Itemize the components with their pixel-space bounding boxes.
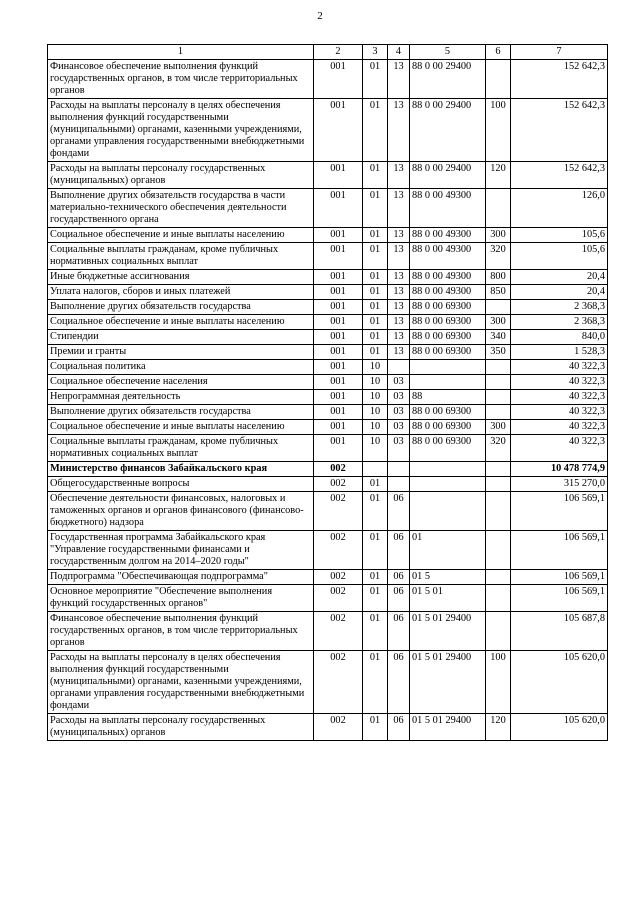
row-expense-type — [486, 360, 511, 375]
row-amount: 40 322,3 — [511, 390, 608, 405]
row-section: 01 — [363, 492, 388, 531]
row-name: Социальное обеспечение и иные выплаты населению — [48, 228, 314, 243]
row-name: Расходы на выплаты персоналу государственных (муниципальных) органов — [48, 162, 314, 189]
row-name: Обеспечение деятельности финансовых, налоговых и таможенных органов и органов финансового (финансово-бюджетного) надзора — [48, 492, 314, 531]
row-subsection: 06 — [388, 492, 410, 531]
row-section: 10 — [363, 405, 388, 420]
row-expense-type — [486, 300, 511, 315]
row-amount: 105 620,0 — [511, 651, 608, 714]
row-amount: 152 642,3 — [511, 99, 608, 162]
row-expense-type — [486, 462, 511, 477]
row-amount: 106 569,1 — [511, 570, 608, 585]
table-row — [48, 405, 608, 420]
row-amount: 40 322,3 — [511, 420, 608, 435]
row-expense-type — [486, 375, 511, 390]
row-amount: 106 569,1 — [511, 531, 608, 570]
row-name: Социальная политика — [48, 360, 314, 375]
table-row — [48, 228, 608, 243]
row-ved-code: 001 — [314, 300, 363, 315]
row-expense-type: 300 — [486, 228, 511, 243]
row-section: 01 — [363, 315, 388, 330]
row-subsection: 13 — [388, 162, 410, 189]
row-subsection: 03 — [388, 435, 410, 462]
row-expense-type: 320 — [486, 435, 511, 462]
row-ved-code: 001 — [314, 60, 363, 99]
row-target-article: 01 5 01 29400 — [410, 651, 486, 714]
row-amount: 105,6 — [511, 243, 608, 270]
row-expense-type: 100 — [486, 99, 511, 162]
row-target-article — [410, 492, 486, 531]
row-target-article: 88 0 00 49300 — [410, 228, 486, 243]
row-name: Выполнение других обязательств государства в части материально-технического обеспечения деятельности государственного органа — [48, 189, 314, 228]
row-amount: 152 642,3 — [511, 60, 608, 99]
row-amount: 126,0 — [511, 189, 608, 228]
table-row — [48, 714, 608, 741]
row-target-article: 88 0 00 69300 — [410, 435, 486, 462]
row-ved-code: 002 — [314, 714, 363, 741]
row-subsection: 13 — [388, 345, 410, 360]
row-section: 01 — [363, 189, 388, 228]
row-target-article: 88 0 00 69300 — [410, 330, 486, 345]
row-target-article: 88 0 00 49300 — [410, 270, 486, 285]
row-expense-type: 800 — [486, 270, 511, 285]
table-header — [48, 45, 608, 60]
row-target-article: 88 0 00 49300 — [410, 285, 486, 300]
row-section: 01 — [363, 285, 388, 300]
row-name: Финансовое обеспечение выполнения функций государственных органов, в том числе территориальных органов — [48, 60, 314, 99]
table-row — [48, 270, 608, 285]
row-expense-type: 340 — [486, 330, 511, 345]
row-ved-code: 001 — [314, 405, 363, 420]
row-ved-code: 001 — [314, 390, 363, 405]
row-ved-code: 002 — [314, 651, 363, 714]
table-row — [48, 300, 608, 315]
row-expense-type — [486, 189, 511, 228]
row-ved-code: 001 — [314, 189, 363, 228]
row-subsection: 13 — [388, 99, 410, 162]
row-name: Премии и гранты — [48, 345, 314, 360]
table-body — [48, 60, 608, 741]
row-section: 10 — [363, 360, 388, 375]
row-ved-code: 001 — [314, 330, 363, 345]
row-amount: 40 322,3 — [511, 360, 608, 375]
row-name: Социальное обеспечение населения — [48, 375, 314, 390]
row-expense-type: 850 — [486, 285, 511, 300]
row-expense-type: 300 — [486, 420, 511, 435]
row-subsection: 13 — [388, 228, 410, 243]
row-subsection: 06 — [388, 585, 410, 612]
row-subsection: 06 — [388, 651, 410, 714]
row-ved-code: 001 — [314, 345, 363, 360]
page-number: 2 — [317, 10, 323, 22]
row-amount: 1 528,3 — [511, 345, 608, 360]
row-target-article: 88 0 00 29400 — [410, 99, 486, 162]
table-row — [48, 531, 608, 570]
row-name: Уплата налогов, сборов и иных платежей — [48, 285, 314, 300]
row-target-article — [410, 477, 486, 492]
row-section: 01 — [363, 585, 388, 612]
row-section: 10 — [363, 390, 388, 405]
row-section: 01 — [363, 714, 388, 741]
header-cell: 3 — [363, 45, 388, 60]
row-target-article: 88 0 00 49300 — [410, 189, 486, 228]
row-ved-code: 001 — [314, 420, 363, 435]
row-subsection: 06 — [388, 714, 410, 741]
row-ved-code: 002 — [314, 570, 363, 585]
row-subsection: 13 — [388, 300, 410, 315]
row-expense-type — [486, 60, 511, 99]
table-row — [48, 492, 608, 531]
row-subsection: 13 — [388, 270, 410, 285]
row-expense-type: 120 — [486, 162, 511, 189]
header-cell: 4 — [388, 45, 410, 60]
row-ved-code: 001 — [314, 360, 363, 375]
row-name: Расходы на выплаты персоналу в целях обеспечения выполнения функций государственными (муниципальными) органами, казенными учреждениями, органами управления государственными внебюджетными фондами — [48, 651, 314, 714]
row-expense-type — [486, 390, 511, 405]
row-expense-type: 320 — [486, 243, 511, 270]
row-target-article: 88 0 00 29400 — [410, 60, 486, 99]
table-row — [48, 345, 608, 360]
header-cell: 5 — [410, 45, 486, 60]
table-row — [48, 435, 608, 462]
row-name: Социальное обеспечение и иные выплаты населению — [48, 420, 314, 435]
row-amount: 2 368,3 — [511, 315, 608, 330]
row-expense-type — [486, 405, 511, 420]
row-target-article: 88 0 00 49300 — [410, 243, 486, 270]
table-row — [48, 60, 608, 99]
table-row — [48, 330, 608, 345]
row-section: 01 — [363, 99, 388, 162]
row-ved-code: 001 — [314, 243, 363, 270]
row-ved-code: 001 — [314, 99, 363, 162]
row-ved-code: 002 — [314, 531, 363, 570]
row-subsection: 13 — [388, 315, 410, 330]
row-ved-code: 002 — [314, 612, 363, 651]
row-ved-code: 002 — [314, 492, 363, 531]
row-amount: 315 270,0 — [511, 477, 608, 492]
row-subsection: 03 — [388, 375, 410, 390]
row-target-article: 01 5 01 29400 — [410, 714, 486, 741]
row-expense-type — [486, 492, 511, 531]
table-row — [48, 570, 608, 585]
row-name: Расходы на выплаты персоналу в целях обеспечения выполнения функций государственными (муниципальными) органами, казенными учреждениями, органами управления государственными внебюджетными фондами — [48, 99, 314, 162]
row-subsection: 06 — [388, 531, 410, 570]
header-cell: 6 — [486, 45, 511, 60]
table-row — [48, 420, 608, 435]
row-expense-type: 350 — [486, 345, 511, 360]
row-subsection: 03 — [388, 405, 410, 420]
row-subsection — [388, 360, 410, 375]
row-target-article: 88 0 00 69300 — [410, 345, 486, 360]
row-expense-type: 300 — [486, 315, 511, 330]
row-section: 01 — [363, 162, 388, 189]
row-ved-code: 001 — [314, 162, 363, 189]
row-target-article: 88 — [410, 390, 486, 405]
row-name: Социальное обеспечение и иные выплаты населению — [48, 315, 314, 330]
row-ved-code: 001 — [314, 270, 363, 285]
row-section: 01 — [363, 330, 388, 345]
table-row — [48, 189, 608, 228]
row-amount: 40 322,3 — [511, 405, 608, 420]
row-target-article — [410, 360, 486, 375]
table-row — [48, 462, 608, 477]
header-cell: 1 — [48, 45, 314, 60]
table-row — [48, 612, 608, 651]
row-amount: 40 322,3 — [511, 375, 608, 390]
table-row — [48, 162, 608, 189]
table-row — [48, 375, 608, 390]
row-expense-type — [486, 477, 511, 492]
row-section: 10 — [363, 435, 388, 462]
row-name: Стипендии — [48, 330, 314, 345]
row-ved-code: 001 — [314, 435, 363, 462]
row-subsection: 06 — [388, 612, 410, 651]
row-amount: 20,4 — [511, 270, 608, 285]
row-section: 01 — [363, 570, 388, 585]
row-name: Государственная программа Забайкальского края "Управление государственными финансами и государственным долгом на 2014–2020 годы" — [48, 531, 314, 570]
row-name: Финансовое обеспечение выполнения функций государственных органов, в том числе территориальных органов — [48, 612, 314, 651]
row-amount: 20,4 — [511, 285, 608, 300]
row-amount: 106 569,1 — [511, 492, 608, 531]
row-expense-type — [486, 570, 511, 585]
row-section: 01 — [363, 651, 388, 714]
row-ved-code: 001 — [314, 228, 363, 243]
row-section: 10 — [363, 420, 388, 435]
row-subsection — [388, 477, 410, 492]
table-row — [48, 99, 608, 162]
row-ved-code: 002 — [314, 462, 363, 477]
row-section: 01 — [363, 228, 388, 243]
header-cell: 2 — [314, 45, 363, 60]
row-name: Подпрограмма "Обеспечивающая подпрограмма" — [48, 570, 314, 585]
row-amount: 152 642,3 — [511, 162, 608, 189]
row-section: 01 — [363, 612, 388, 651]
row-expense-type — [486, 531, 511, 570]
row-expense-type — [486, 585, 511, 612]
row-expense-type: 100 — [486, 651, 511, 714]
row-target-article: 88 0 00 29400 — [410, 162, 486, 189]
row-ved-code: 001 — [314, 285, 363, 300]
row-amount: 10 478 774,9 — [511, 462, 608, 477]
row-section: 01 — [363, 477, 388, 492]
row-target-article: 88 0 00 69300 — [410, 405, 486, 420]
row-name: Расходы на выплаты персоналу государственных (муниципальных) органов — [48, 714, 314, 741]
table-row — [48, 285, 608, 300]
budget-table — [47, 44, 608, 741]
row-name: Социальные выплаты гражданам, кроме публичных нормативных социальных выплат — [48, 243, 314, 270]
row-ved-code: 001 — [314, 375, 363, 390]
table-row — [48, 360, 608, 375]
header-cell: 7 — [511, 45, 608, 60]
row-name: Министерство финансов Забайкальского края — [48, 462, 314, 477]
row-expense-type: 120 — [486, 714, 511, 741]
table-row — [48, 315, 608, 330]
row-subsection: 13 — [388, 189, 410, 228]
row-section: 10 — [363, 375, 388, 390]
table-row — [48, 585, 608, 612]
row-section: 01 — [363, 531, 388, 570]
row-section: 01 — [363, 270, 388, 285]
row-section: 01 — [363, 345, 388, 360]
row-section: 01 — [363, 60, 388, 99]
row-subsection: 13 — [388, 60, 410, 99]
table-row — [48, 477, 608, 492]
row-expense-type — [486, 612, 511, 651]
row-target-article: 01 5 — [410, 570, 486, 585]
row-subsection: 13 — [388, 243, 410, 270]
row-amount: 105 687,8 — [511, 612, 608, 651]
row-target-article: 88 0 00 69300 — [410, 300, 486, 315]
row-name: Социальные выплаты гражданам, кроме публичных нормативных социальных выплат — [48, 435, 314, 462]
row-subsection — [388, 462, 410, 477]
row-section — [363, 462, 388, 477]
row-ved-code: 001 — [314, 315, 363, 330]
row-name: Непрограммная деятельность — [48, 390, 314, 405]
row-ved-code: 002 — [314, 477, 363, 492]
row-ved-code: 002 — [314, 585, 363, 612]
row-section: 01 — [363, 243, 388, 270]
row-subsection: 13 — [388, 330, 410, 345]
row-name: Выполнение других обязательств государства — [48, 405, 314, 420]
row-target-article — [410, 375, 486, 390]
row-amount: 105,6 — [511, 228, 608, 243]
row-target-article: 88 0 00 69300 — [410, 315, 486, 330]
row-target-article: 88 0 00 69300 — [410, 420, 486, 435]
row-target-article: 01 5 01 — [410, 585, 486, 612]
row-subsection: 03 — [388, 390, 410, 405]
row-name: Иные бюджетные ассигнования — [48, 270, 314, 285]
row-name: Основное мероприятие "Обеспечение выполнения функций государственных органов" — [48, 585, 314, 612]
table-row — [48, 243, 608, 270]
table-row — [48, 651, 608, 714]
table-row — [48, 390, 608, 405]
row-amount: 40 322,3 — [511, 435, 608, 462]
row-amount: 840,0 — [511, 330, 608, 345]
row-amount: 105 620,0 — [511, 714, 608, 741]
row-amount: 106 569,1 — [511, 585, 608, 612]
row-target-article: 01 5 01 29400 — [410, 612, 486, 651]
row-target-article: 01 — [410, 531, 486, 570]
row-subsection: 06 — [388, 570, 410, 585]
row-target-article — [410, 462, 486, 477]
row-section: 01 — [363, 300, 388, 315]
row-subsection: 13 — [388, 285, 410, 300]
row-subsection: 03 — [388, 420, 410, 435]
row-amount: 2 368,3 — [511, 300, 608, 315]
row-name: Общегосударственные вопросы — [48, 477, 314, 492]
row-name: Выполнение других обязательств государства — [48, 300, 314, 315]
header-row — [48, 45, 608, 60]
